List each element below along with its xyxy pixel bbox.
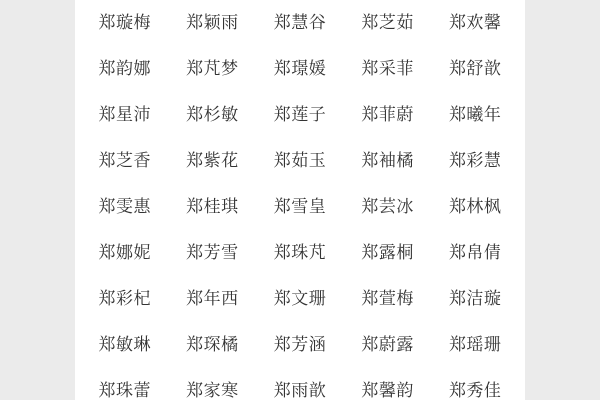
name-item[interactable]: 郑紫花 [186,151,239,171]
name-item[interactable]: 郑瑶珊 [448,335,502,355]
name-item[interactable]: 郑彩杞 [98,289,152,309]
name-item[interactable]: 郑璇梅 [98,13,152,33]
name-item[interactable]: 郑慧谷 [273,13,327,33]
name-item[interactable]: 郑芃梦 [186,59,239,79]
name-item[interactable]: 郑娜妮 [98,243,152,263]
name-item[interactable]: 郑彩慧 [448,151,502,171]
name-item[interactable]: 郑珠芃 [273,243,327,263]
name-item[interactable]: 郑珠蕾 [98,381,152,400]
name-item[interactable]: 郑舒歆 [448,59,502,79]
name-item[interactable]: 郑杉敏 [186,105,239,125]
name-item[interactable]: 郑采菲 [361,59,414,79]
name-item[interactable]: 郑桂琪 [186,197,239,217]
right-gutter [525,0,600,400]
name-item[interactable]: 郑洁璇 [448,289,502,309]
name-item[interactable]: 郑曦年 [448,105,502,125]
name-grid [75,0,525,400]
name-item[interactable]: 郑年西 [186,289,239,309]
name-item[interactable]: 郑文珊 [273,289,327,309]
name-item[interactable]: 郑蔚露 [361,335,414,355]
name-item[interactable]: 郑芳涵 [273,335,327,355]
name-item[interactable]: 郑芸冰 [361,197,414,217]
name-item[interactable]: 郑萱梅 [361,289,414,309]
name-item[interactable]: 郑芝茹 [361,13,414,33]
name-item[interactable]: 郑露桐 [361,243,414,263]
name-item[interactable]: 郑韵娜 [98,59,152,79]
name-item[interactable]: 郑星沛 [98,105,152,125]
name-item[interactable]: 郑菲蔚 [361,105,414,125]
name-item[interactable]: 郑秀佳 [448,381,502,400]
name-item[interactable]: 郑林枫 [448,197,502,217]
name-item[interactable]: 郑家寒 [186,381,239,400]
name-item[interactable]: 郑敏琳 [98,335,152,355]
name-item[interactable]: 郑芝香 [98,151,152,171]
name-item[interactable]: 郑帛倩 [448,243,502,263]
name-item[interactable]: 郑馨韵 [361,381,414,400]
name-item[interactable]: 郑雪皇 [273,197,327,217]
name-list-card [75,0,525,400]
left-gutter [0,0,75,400]
name-item[interactable]: 郑袖橘 [361,151,414,171]
name-item[interactable]: 郑芳雪 [186,243,239,263]
name-item[interactable]: 郑莲子 [273,105,327,125]
name-item[interactable]: 郑颖雨 [186,13,239,33]
name-item[interactable]: 郑雨歆 [273,381,327,400]
name-item[interactable]: 郑璟媛 [273,59,327,79]
name-item[interactable]: 郑茹玉 [273,151,327,171]
name-item[interactable]: 郑欢馨 [448,13,502,33]
name-item[interactable]: 郑雯惠 [98,197,152,217]
name-item[interactable]: 郑琛橘 [186,335,239,355]
